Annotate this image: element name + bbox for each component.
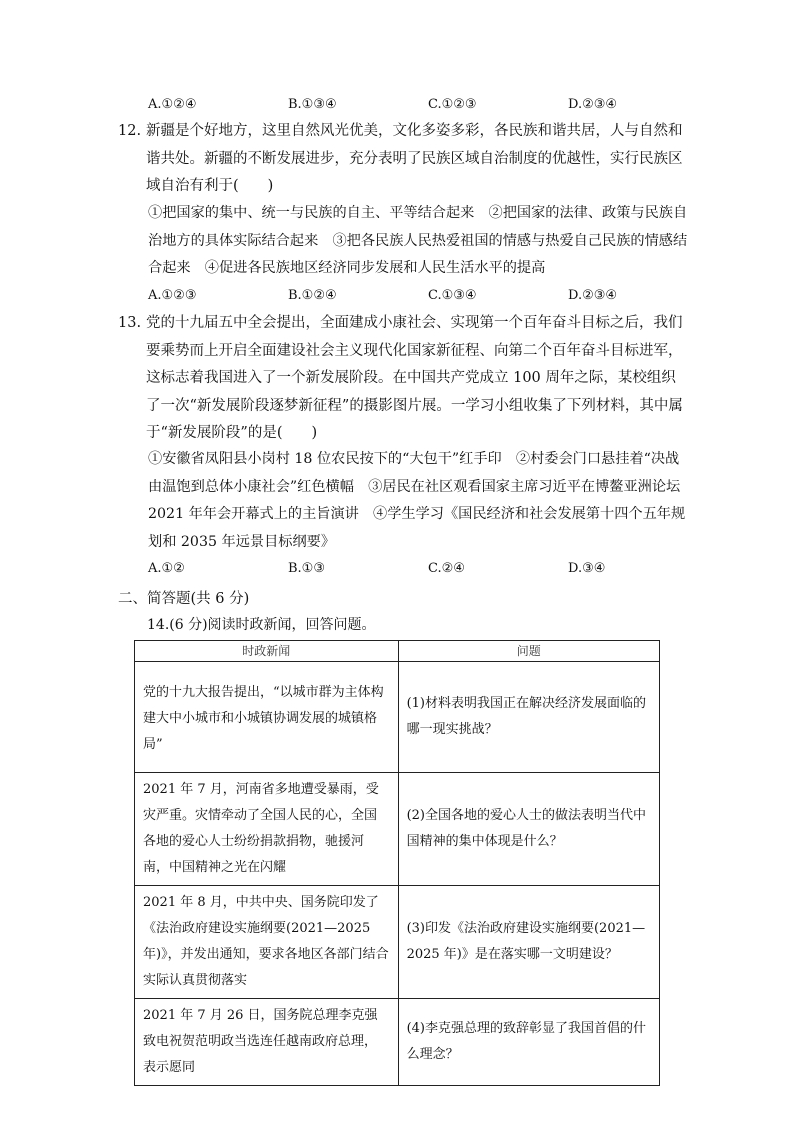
q11-option-a: A.①②④ <box>148 97 197 112</box>
news-cell: 2021 年 8 月，中共中央、国务院印发了《法治政府建设实施纲要(2021—2025 年)》，并发出通知，要求各地区各部门结合实际认真贯彻落实 <box>135 886 399 999</box>
q14-intro: 14.(6 分)阅读时政新闻，回答问题。 <box>147 617 376 633</box>
q13-stem: 党的十九届五中全会提出，全面建成小康社会、实现第一个百年奋斗目标之后，我们要乘势而上开启全面建设社会主义现代化国家新征程、向第二个百年奋斗目标进军，这标志着我国进入了一个新发展阶段。在中国共产党成立 100 周年之际，某校组织了一次“新发展阶段逐梦新征程”的摄影图片展。一学习小组收集了下列材料，其中属于“新发展阶段”的是( ) <box>146 315 683 441</box>
q12-option-c: C.①③④ <box>428 288 477 303</box>
question-cell: (1)材料表明我国正在解决经济发展面临的哪一现实挑战？ <box>398 662 659 773</box>
q12-choices: ①把国家的集中、统一与民族的自主、平等结合起来 ②把国家的法律、政策与民族自治地方的具体实际结合起来 ③把各民族人民热爱祖国的情感与热爱自己民族的情感结合起来 ④促进各民族地区经济同步发展和人民生活水平的提高 <box>148 205 688 276</box>
q13-number: 13. <box>118 315 142 331</box>
table-row <box>135 662 660 773</box>
q13-option-a: A.①② <box>148 561 185 576</box>
question-cell: (3)印发《法治政府建设实施纲要(2021—2025 年)》是在落实哪一文明建设？ <box>398 886 659 999</box>
news-cell: 党的十九大报告提出，“以城市群为主体构建大中小城市和小城镇协调发展的城镇格局” <box>135 662 399 773</box>
table-header-question: 问题 <box>398 641 659 662</box>
q13-option-c: C.②④ <box>428 561 465 576</box>
question-cell: (2)全国各地的爱心人士的做法表明当代中国精神的集中体现是什么？ <box>398 773 659 886</box>
table-header-news: 时政新闻 <box>135 641 399 662</box>
q11-option-c: C.①②③ <box>428 97 477 112</box>
q13-options <box>148 561 668 579</box>
news-cell: 2021 年 7 月 26 日，国务院总理李克强致电祝贺范明政当选连任越南政府总理，表示愿同 <box>135 999 399 1086</box>
q12-option-a: A.①②③ <box>148 288 197 303</box>
q13-choices: ①安徽省凤阳县小岗村 18 位农民按下的“大包干”红手印 ②村委会门口悬挂着“决战由温饱到总体小康社会”红色横幅 ③居民在社区观看国家主席习近平在博鳌亚洲论坛 2021 年年会开幕式上的主旨演讲 ④学生学习《国民经济和社会发展第十四个五年规划和 2035 年远景目标纲要》 <box>148 451 686 550</box>
q12-stem: 新疆是个好地方，这里自然风光优美，文化多姿多彩，各民族和谐共居，人与自然和谐共处。新疆的不断发展进步，充分表明了民族区域自治制度的优越性，实行民族区域自治有利于( ) <box>146 123 683 194</box>
question-cell: (4)李克强总理的致辞彰显了我国首倡的什么理念？ <box>398 999 659 1086</box>
q13-option-d: D.③④ <box>568 561 606 576</box>
q12-number: 12. <box>118 123 142 139</box>
table-row <box>135 999 660 1086</box>
table-row <box>135 886 660 999</box>
table-header-row <box>135 641 660 662</box>
news-cell: 2021 年 7 月，河南省多地遭受暴雨，受灾严重。灾情牵动了全国人民的心，全国各地的爱心人士纷纷捐款捐物，驰援河南，中国精神之光在闪耀 <box>135 773 399 886</box>
news-table <box>134 640 660 1086</box>
q12-option-b: B.①②④ <box>288 288 337 303</box>
q12-options <box>148 288 668 306</box>
q11-options <box>148 97 668 115</box>
section-title: 二、简答题(共 6 分) <box>118 591 250 607</box>
q11-option-b: B.①③④ <box>288 97 337 112</box>
q11-option-d: D.②③④ <box>568 97 618 112</box>
q13-option-b: B.①③ <box>288 561 325 576</box>
table-row <box>135 773 660 886</box>
q12-option-d: D.②③④ <box>568 288 618 303</box>
